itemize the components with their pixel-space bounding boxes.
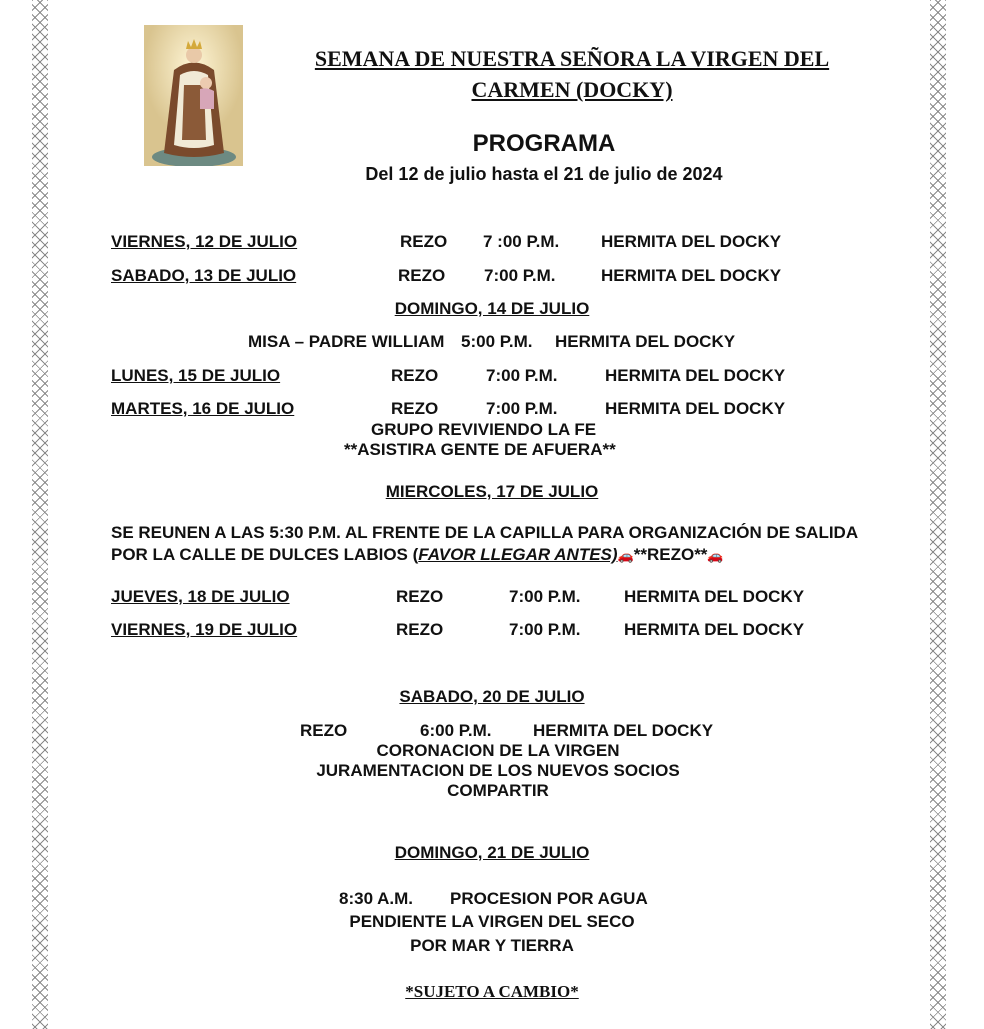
row-place: HERMITA DEL DOCKY <box>601 266 782 285</box>
sabado-place: HERMITA DEL DOCKY <box>533 721 714 740</box>
misa-place: HERMITA DEL DOCKY <box>555 332 736 351</box>
miercoles-17-heading: MIERCOLES, 17 DE JULIO <box>385 482 599 501</box>
miercoles-line-2-start: POR LA CALLE DE DULCES LABIOS ( <box>111 545 419 564</box>
row-activity: REZO <box>396 587 444 606</box>
domingo-21-row <box>0 889 984 911</box>
row-time: 7:00 P.M. <box>509 620 581 639</box>
schedule-row <box>0 266 984 288</box>
row-date: JUEVES, 18 DE JULIO <box>111 587 290 606</box>
misa-label: MISA – PADRE WILLIAM <box>248 332 445 351</box>
row-time: 7:00 P.M. <box>486 366 558 385</box>
juramentacion-line: JURAMENTACION DE LOS NUEVOS SOCIOS <box>316 761 680 780</box>
rezo-label: **REZO** <box>633 545 708 564</box>
row-activity: REZO <box>391 366 439 385</box>
row-place: HERMITA DEL DOCKY <box>601 232 782 251</box>
sabado-20-heading: SABADO, 20 DE JULIO <box>399 687 585 706</box>
sabado-activity: REZO <box>300 721 348 740</box>
row-date: VIERNES, 12 DE JULIO <box>111 232 298 251</box>
decorative-border-left <box>32 0 48 1029</box>
row-activity: REZO <box>398 266 446 285</box>
programa-heading: PROGRAMA <box>472 130 616 157</box>
mar-y-tierra-line: POR MAR Y TIERRA <box>410 936 574 955</box>
coronacion-line: CORONACION DE LA VIRGEN <box>376 741 620 760</box>
title-line-2: CARMEN (DOCKY) <box>471 77 673 102</box>
schedule-row <box>0 399 984 421</box>
martes-note-2: **ASISTIRA GENTE DE AFUERA** <box>344 440 616 459</box>
miercoles-line-2 <box>111 545 724 565</box>
row-place: HERMITA DEL DOCKY <box>605 399 786 418</box>
martes-note-1: GRUPO REVIVIENDO LA FE <box>371 420 597 439</box>
schedule-row <box>0 366 984 388</box>
procesion-time: 8:30 A.M. <box>339 889 414 908</box>
miercoles-line-1: SE REUNEN A LAS 5:30 P.M. AL FRENTE DE LA CAPILLA PARA ORGANIZACIÓN DE SALIDA <box>111 523 859 542</box>
pendiente-line: PENDIENTE LA VIRGEN DEL SECO <box>349 912 635 931</box>
sabado-time: 6:00 P.M. <box>420 721 492 740</box>
car-icon: 🚗 <box>617 548 634 563</box>
schedule-row <box>0 232 984 254</box>
row-activity: REZO <box>400 232 448 251</box>
domingo-21-heading: DOMINGO, 21 DE JULIO <box>394 843 590 862</box>
row-time: 7:00 P.M. <box>486 399 558 418</box>
row-time: 7:00 P.M. <box>509 587 581 606</box>
misa-time: 5:00 P.M. <box>461 332 533 351</box>
row-date: VIERNES, 19 DE JULIO <box>111 620 298 639</box>
domingo-14-heading: DOMINGO, 14 DE JULIO <box>394 299 590 318</box>
row-place: HERMITA DEL DOCKY <box>624 587 805 606</box>
row-place: HERMITA DEL DOCKY <box>624 620 805 639</box>
domingo-14-misa-row <box>0 332 984 354</box>
procesion-event: PROCESION POR AGUA <box>450 889 648 908</box>
row-place: HERMITA DEL DOCKY <box>605 366 786 385</box>
sujeto-a-cambio: *SUJETO A CAMBIO* <box>405 982 579 1001</box>
schedule-row <box>0 587 984 609</box>
row-time: 7 :00 P.M. <box>483 232 560 251</box>
row-date: LUNES, 15 DE JULIO <box>111 366 281 385</box>
favor-llegar-antes: FAVOR LLEGAR ANTES) <box>418 545 618 564</box>
row-activity: REZO <box>396 620 444 639</box>
schedule-row <box>0 620 984 642</box>
row-time: 7:00 P.M. <box>484 266 556 285</box>
car-icon: 🚗 <box>707 548 724 563</box>
row-date: MARTES, 16 DE JULIO <box>111 399 295 418</box>
compartir-line: COMPARTIR <box>447 781 549 800</box>
title-line-1: SEMANA DE NUESTRA SEÑORA LA VIRGEN DEL <box>314 46 830 71</box>
row-activity: REZO <box>391 399 439 418</box>
row-date: SABADO, 13 DE JULIO <box>111 266 297 285</box>
date-range: Del 12 de julio hasta el 21 de julio de 2024 <box>365 164 723 184</box>
sabado-20-row <box>0 721 984 743</box>
